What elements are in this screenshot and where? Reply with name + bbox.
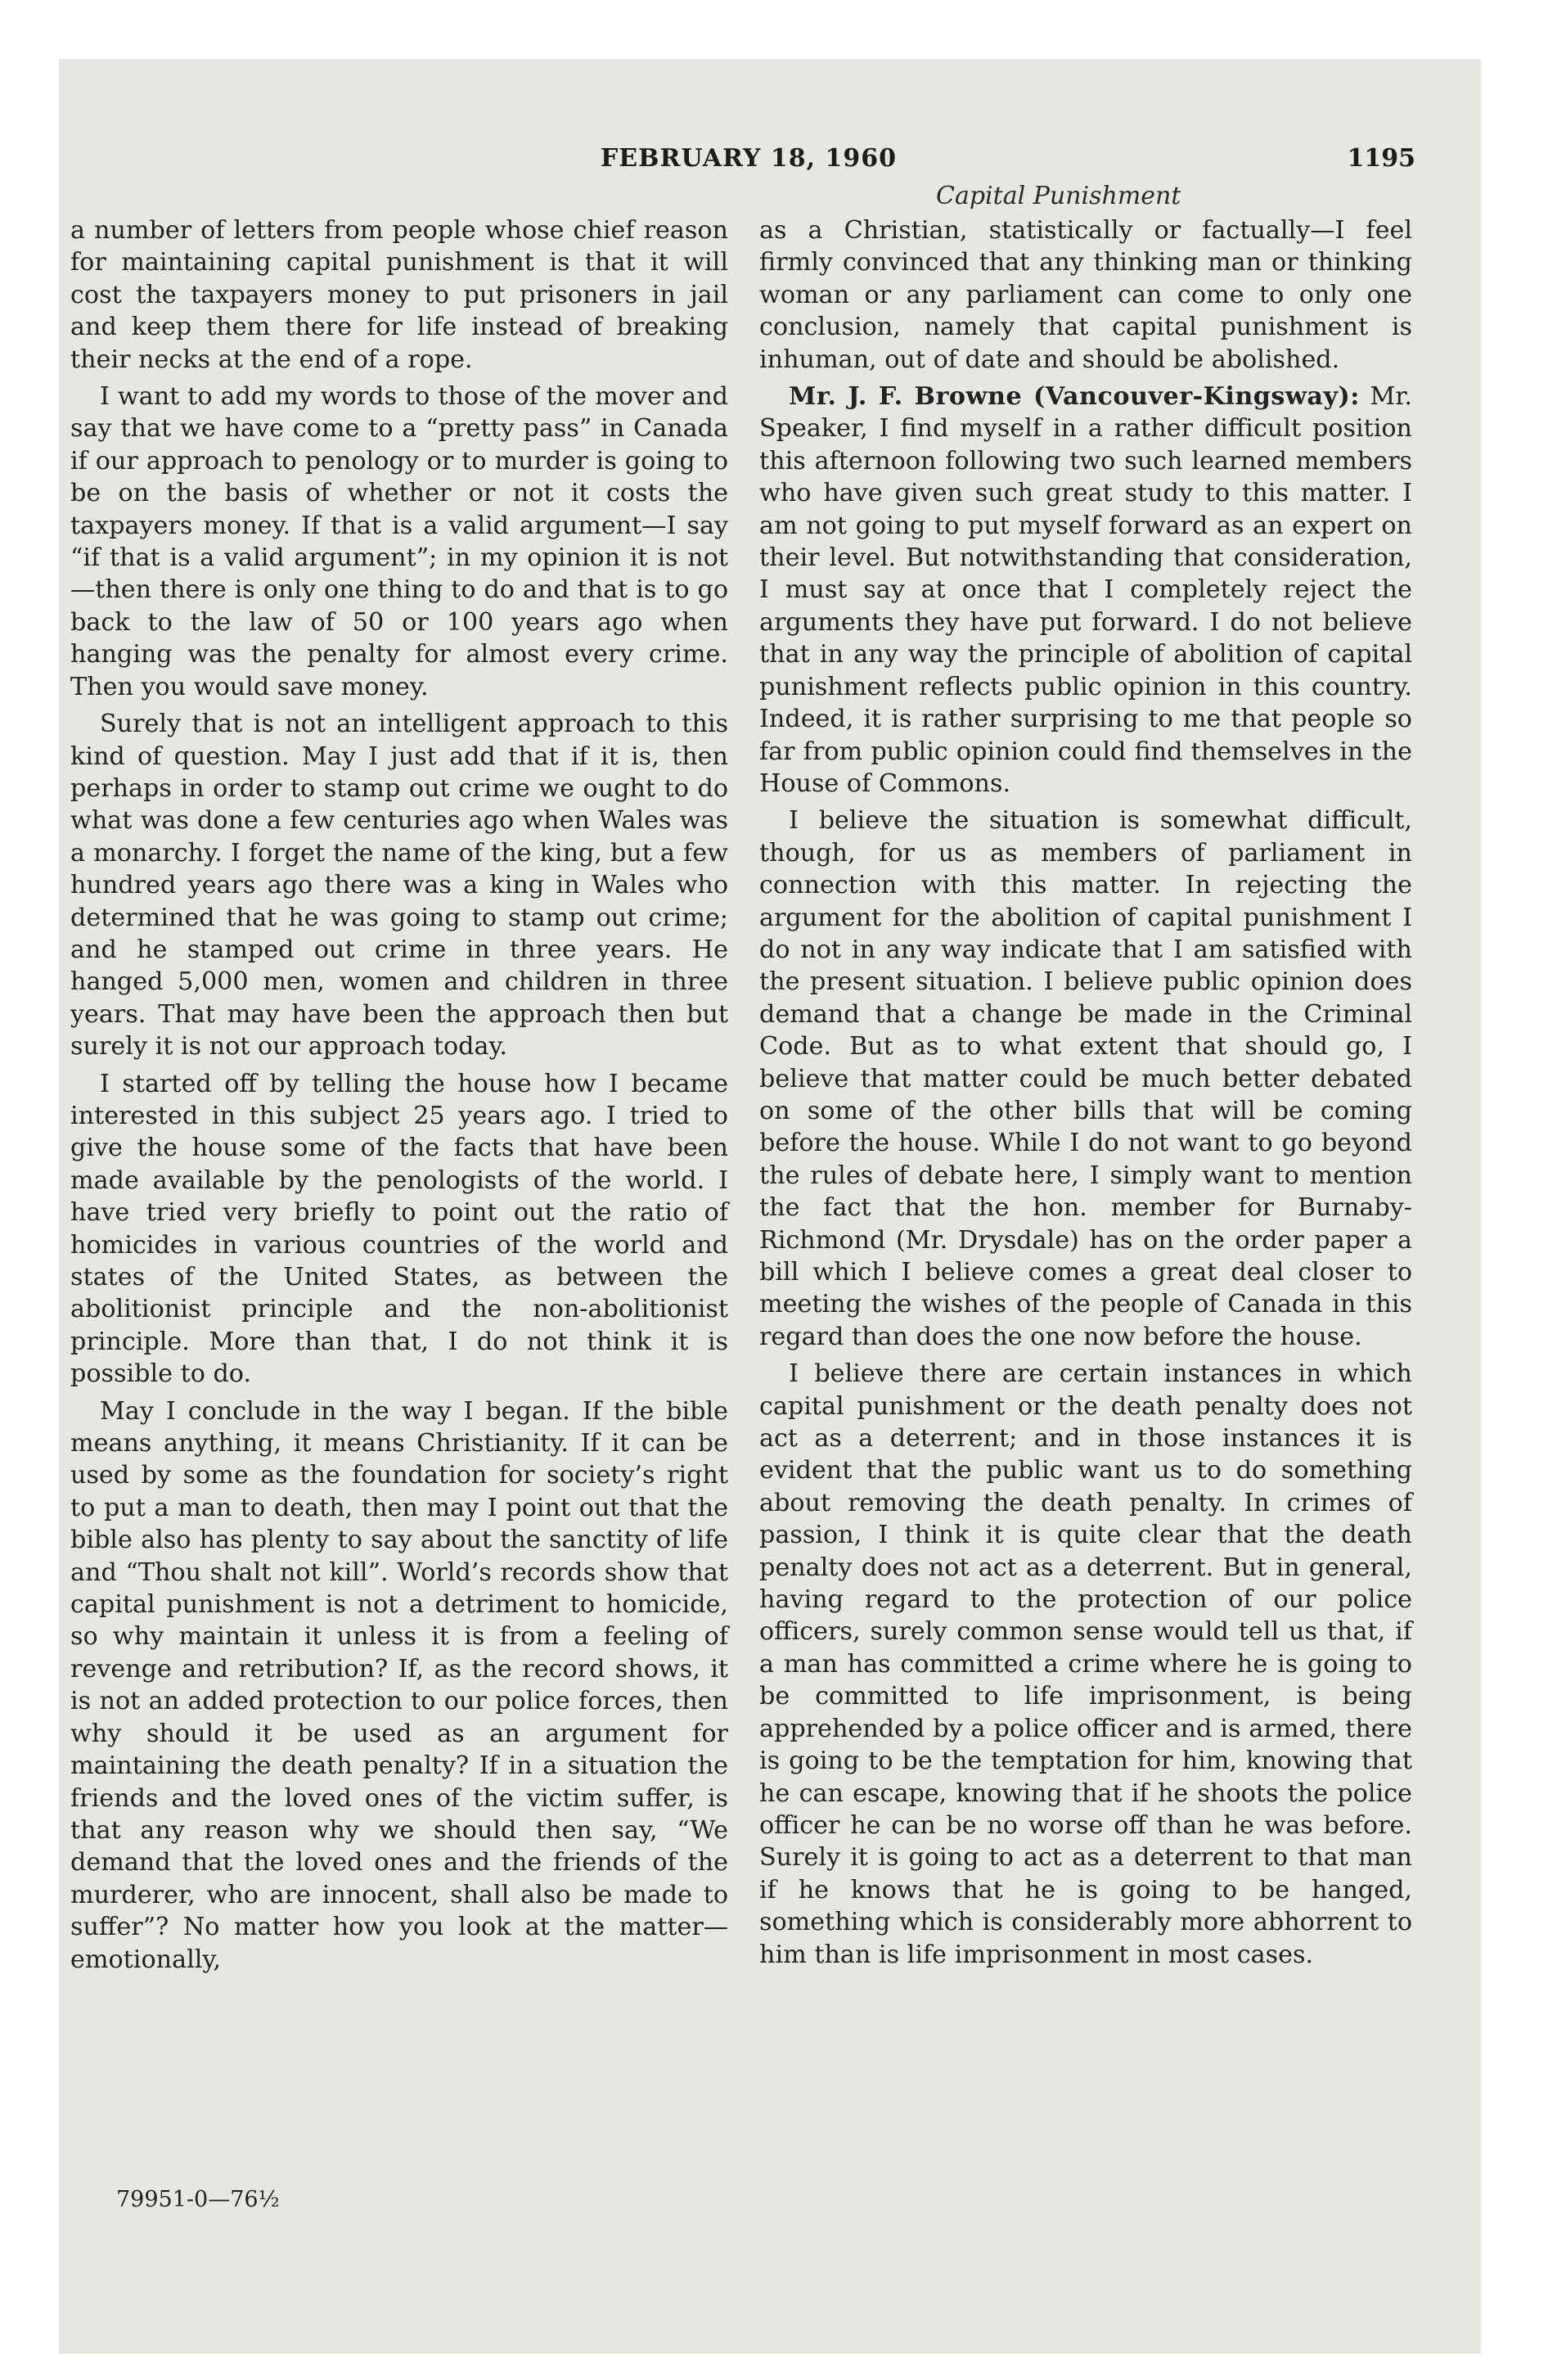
page-subject-header: Capital Punishment: [936, 182, 1181, 210]
paragraph: a number of letters from people whose chief reason for maintaining capital punishment is that it will cost the taxpayers money to put prisoners in jail and keep them there for life instead of breaking their necks at the end of a rope.: [70, 216, 728, 374]
paragraph: I started off by telling the house how I became interested in this subject 25 years ago. I tried to give the house some of the facts that have been made available by the penologists of the world. I have tried very briefly to point out the ratio of homicides in various countries of the world and states of the United States, as between the abolitionist principle and the non-abolitionist principle. More than that, I do not think it is possible to do.: [70, 1069, 728, 1389]
paragraph: I believe there are certain instances in which capital punishment or the death penalty does not act as a deterrent; and in those instances it is evident that the public want us to do something about removing the death penalty. In crimes of passion, I think it is quite clear that the death penalty does not act as a deterrent. But in general, having regard to the protection of our police officers, surely common sense would tell us that, if a man has committed a crime where he is going to be committed to life imprisonment, is being apprehended by a police officer and is armed, there is going to be the temptation for him, knowing that he can escape, knowing that if he shoots the police officer he can be no worse off than he was before. Surely it is going to act as a deterrent to that man if he knows that he is going to be hanged, something which is considerably more abhorrent to him than is life imprisonment in most cases.: [759, 1359, 1412, 1969]
page-date-header: FEBRUARY 18, 1960: [601, 144, 897, 173]
paragraph: May I conclude in the way I began. If the bible means anything, it means Christianity. If it can be used by some as the foundation for society’s right to put a man to death, then may I point out that the bible also has plenty to say about the sanctity of life and “Thou shalt not kill”. World’s records show that capital punishment is not a detriment to homicide, so why maintain it unless it is from a feeling of revenge and retribution? If, as the record shows, it is not an added protection to our police forces, then why should it be used as an argument for maintaining the death penalty? If in a situation the friends and the loved ones of the victim suffer, is that any reason why we should then say, “We demand that the loved ones and the friends of the murderer, who are innocent, shall also be made to suffer”? No matter how you look at the matter—emotionally,: [70, 1396, 728, 1974]
paragraph: I believe the situation is somewhat difficult, though, for us as members of parliament in connection with this matter. In rejecting the argument for the abolition of capital punishment I do not in any way indicate that I am satisfied with the present situation. I believe public opinion does demand that a change be made in the Criminal Code. But as to what extent that should go, I believe that matter could be much better debated on some of the other bills that will be coming before the house. While I do not want to go beyond the rules of debate here, I simply want to mention the fact that the hon. member for Burnaby-Richmond (Mr. Drysdale) has on the order paper a bill which I believe comes a great deal closer to meeting the wishes of the people of Canada in this regard than does the one now before the house.: [759, 806, 1412, 1351]
speech-text: Mr. Speaker, I find myself in a rather difficult position this afternoon following two such learned members who have given such great study to this matter. I am not going to put myself forward as an expert on their level. But notwithstanding that consideration, I must say at once that I completely reject the arguments they have put forward. I do not believe that in any way the principle of abolition of capital punishment reflects public opinion in this country. Indeed, it is rather surprising to me that people so far from public opinion could find themselves in the House of Commons.: [759, 382, 1412, 798]
speaker-name: Mr. J. F. Browne (Vancouver-Kingsway):: [789, 382, 1360, 412]
right-column: [759, 214, 1412, 1976]
paragraph: I want to add my words to those of the mover and say that we have come to a “pretty pass” in Canada if our approach to penology or to murder is going to be on the basis of whether or not it costs the taxpayers money. If that is a valid argument—I say “if that is a valid argument”; in my opinion it is not—then there is only one thing to do and that is to go back to the law of 50 or 100 years ago when hanging was the penalty for almost every crime. Then you would save money.: [70, 382, 728, 701]
speaker-paragraph: [759, 381, 1412, 800]
paragraph: as a Christian, statistically or factually—I feel firmly convinced that any thinking man or thinking woman or any parliament can come to only one conclusion, namely that capital punishment is inhuman, out of date and should be abolished.: [759, 216, 1412, 374]
left-column: [70, 214, 728, 1981]
print-code-footer: 79951-0—76½: [116, 2187, 280, 2212]
page-number: 1195: [1347, 144, 1415, 173]
paragraph: Surely that is not an intelligent approach to this kind of question. May I just add that if it is, then perhaps in order to stamp out crime we ought to do what was done a few centuries ago when Wales was a monarchy. I forget the name of the king, but a few hundred years ago there was a king in Wales who determined that he was going to stamp out crime; and he stamped out crime in three years. He hanged 5,000 men, women and children in three years. That may have been the approach then but surely it is not our approach today.: [70, 710, 728, 1062]
